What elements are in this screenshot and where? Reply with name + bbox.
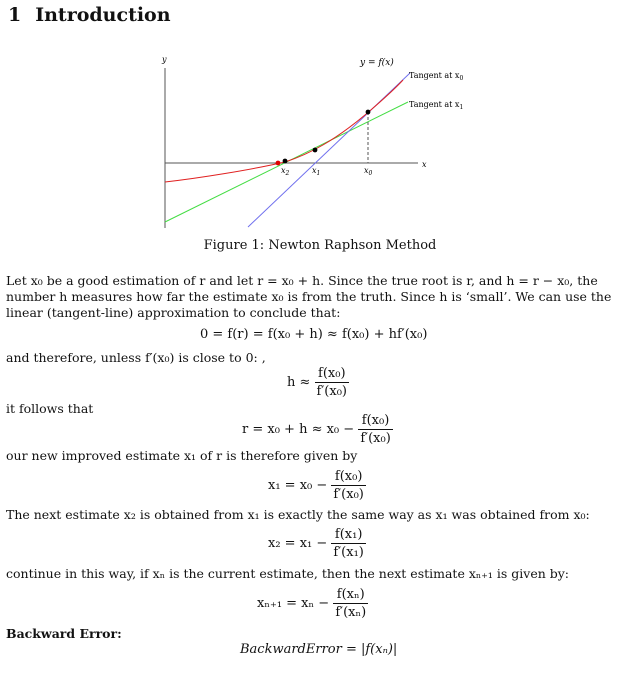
x-axis-label: x [422, 160, 427, 169]
eq6-lhs: xₙ₊₁ = xₙ − [257, 596, 330, 611]
point-x0 [366, 110, 371, 115]
equation-h-approx [287, 366, 349, 399]
eq5-lhs: x₂ = x₁ − [268, 536, 328, 551]
equation-backward-error: BackwardError = |f(xₙ)| [240, 642, 398, 657]
eq6-denominator: f′(xₙ) [335, 605, 367, 620]
eq5-denominator: f′(x₁) [333, 545, 364, 560]
eq5-numerator: f(x₁) [331, 527, 365, 544]
eq6-fraction [333, 587, 368, 620]
tangent-x1-label: Tangent at $x_1$ [409, 100, 464, 111]
eq4-lhs: x₁ = x₀ − [268, 478, 328, 493]
equation-linear-approx: 0 = f(r) = f(x₀ + h) ≈ f(x₀) + hf′(x₀) [200, 327, 428, 342]
paragraph-improved-estimate: our new improved estimate x₁ of r is therefore given by [6, 448, 358, 463]
eq2-fraction [315, 366, 349, 399]
eq2-denominator: f′(x₀) [316, 384, 347, 399]
curve-label: y = f(x) [360, 58, 394, 68]
point-x2 [283, 159, 288, 164]
figure-caption: Figure 1: Newton Raphson Method [203, 238, 437, 253]
eq3-lhs: r = x₀ + h ≈ x₀ − [242, 422, 355, 437]
y-axis-label: y [162, 55, 167, 64]
section-heading [8, 4, 171, 26]
eq3-numerator: f(x₀) [358, 413, 392, 430]
paragraph-unless: and therefore, unless f′(x₀) is close to 0: , [6, 350, 266, 365]
equation-x1 [268, 469, 366, 502]
section-number: 1 [8, 4, 22, 26]
tick-x2: $x_2$ [281, 166, 290, 177]
eq2-lhs: h ≈ [287, 375, 311, 390]
eq4-denominator: f′(x₀) [333, 487, 364, 502]
equation-x2 [268, 527, 366, 560]
paragraph-continue: continue in this way, if xₙ is the current estimate, then the next estimate xₙ₊₁ is given by: [6, 566, 570, 581]
eq3-fraction [358, 413, 392, 446]
root-point [276, 161, 281, 166]
equation-r-approx [242, 413, 393, 446]
tangent-x0-label: Tangent at $x_0$ [409, 71, 464, 82]
tick-x0: $x_0$ [364, 166, 373, 177]
eq2-numerator: f(x₀) [315, 366, 349, 383]
eq5-fraction [331, 527, 365, 560]
paragraph-intro: Let x₀ be a good estimation of r and let r = x₀ + h. Since the true root is r, and h = r − x₀, the number h measures how far the estimate x₀ is from the truth. Since h is ‘small’. We can use the linear (tangent-line) approximation to conclude that: [6, 273, 612, 320]
newton-raphson-figure [160, 52, 464, 230]
eq4-numerator: f(x₀) [331, 469, 365, 486]
point-x1 [313, 148, 318, 153]
paragraph-next-estimate: The next estimate x₂ is obtained from x₁ is exactly the same way as x₁ was obtained from x₀: [6, 507, 590, 522]
equation-xn1 [257, 587, 368, 620]
tangent-x0-line [248, 73, 410, 227]
paragraph-it-follows: it follows that [6, 401, 94, 416]
eq6-numerator: f(xₙ) [333, 587, 368, 604]
eq4-fraction [331, 469, 365, 502]
backward-error-heading: Backward Error: [6, 626, 122, 641]
section-title: Introduction [35, 4, 171, 26]
tick-x1: $x_1$ [312, 166, 321, 177]
eq3-denominator: f′(x₀) [360, 431, 391, 446]
